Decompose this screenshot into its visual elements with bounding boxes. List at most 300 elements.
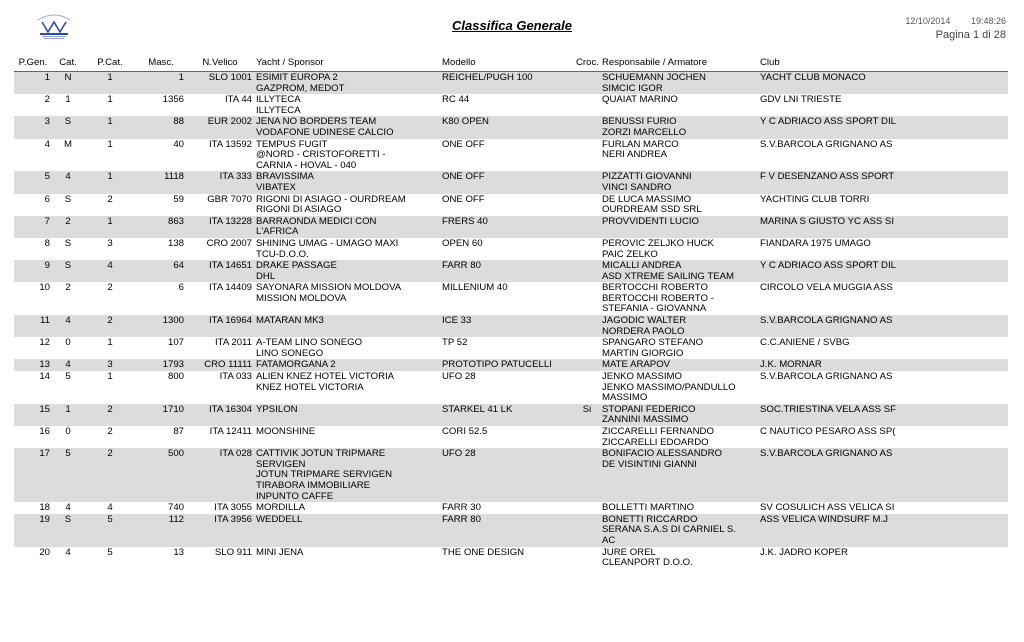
cell-cat: S	[52, 514, 84, 547]
cell-yacht-line: @NORD - CRISTOFORETTI -	[256, 149, 386, 161]
cell-club: YACHTING CLUB TORRI	[760, 193, 870, 205]
cell-pcat: 2	[84, 448, 136, 502]
cell-nvelico: ITA 16304	[186, 404, 254, 426]
cell-masc: 138	[167, 237, 184, 249]
cell-pgen: 15	[14, 404, 52, 426]
cell-resp-line: SERANA S.A.S DI CARNIEL S.	[602, 524, 736, 536]
cell-resp	[600, 359, 758, 371]
cell-nvelico: ITA 14409	[208, 282, 252, 294]
cell-yacht-line: FATAMORGANA 2	[256, 359, 336, 371]
cell-yacht	[254, 139, 440, 172]
cell-yacht	[254, 194, 440, 216]
cell-yacht-line: MORDILLA	[256, 502, 306, 514]
cell-yacht	[254, 426, 440, 448]
cell-pgen: 11	[14, 315, 52, 337]
cell-resp	[600, 426, 758, 448]
cell-pcat: 1	[84, 216, 136, 238]
cell-croc	[574, 282, 600, 315]
cell-nvelico: ITA 3956	[186, 514, 254, 547]
cell-cat: 4	[52, 359, 84, 371]
table-body	[14, 72, 1008, 569]
cell-club: Y C ADRIACO ASS SPORT DIL	[758, 116, 1008, 138]
cell-pgen: 12	[39, 337, 50, 349]
cell-pcat: 1	[107, 337, 113, 349]
cell-masc: 13	[173, 546, 184, 558]
cell-resp-line: PROVVIDENTI LUCIO	[602, 215, 700, 227]
cell-pcat: 3	[107, 237, 113, 249]
cell-resp-line: VINCI SANDRO	[602, 181, 672, 193]
cell-pcat: 2	[84, 404, 136, 426]
cell-pcat: 1	[107, 371, 113, 383]
cell-yacht-line: RIGONI DI ASIAGO - OURDREAM	[256, 193, 406, 205]
cell-yacht-line: SHINING UMAG - UMAGO MAXI	[256, 237, 399, 249]
table-row	[14, 282, 1008, 315]
cell-resp	[600, 404, 758, 426]
cell-yacht-line: WEDDELL	[256, 513, 303, 525]
cell-pgen: 6	[44, 193, 50, 205]
cell-croc	[574, 260, 600, 282]
cell-resp-line: ZORZI MARCELLO	[602, 126, 687, 138]
cell-resp-line: DE VISINTINI GIANNI	[602, 458, 697, 470]
cell-yacht-line: A-TEAM LINO SONEGO	[256, 337, 363, 349]
cell-resp-line: JENKO MASSIMO	[602, 371, 682, 383]
cell-pgen: 19	[14, 514, 52, 547]
cell-yacht	[254, 260, 440, 282]
cell-yacht	[254, 238, 440, 260]
cell-masc: 1118	[136, 171, 186, 193]
cell-resp-line: CLEANPORT D.O.O.	[602, 557, 693, 569]
cell-cat: M	[64, 138, 72, 150]
cell-modello: FRERS 40	[440, 216, 574, 238]
cell-modello: STARKEL 41 LK	[440, 404, 574, 426]
cell-yacht	[254, 448, 440, 502]
cell-resp-line: PAIC ZELKO	[602, 248, 658, 260]
cell-cat: S	[64, 193, 72, 205]
cell-masc: 87	[173, 426, 184, 437]
cell-modello: TP 52	[442, 337, 468, 349]
cell-resp	[600, 260, 758, 282]
cell-masc: 107	[167, 337, 184, 349]
cell-yacht-line: VODAFONE UDINESE CALCIO	[256, 126, 394, 138]
cell-resp-line: DE LUCA MASSIMO	[602, 193, 692, 205]
cell-pcat: 4	[84, 260, 136, 282]
cell-nvelico: ITA 16964	[186, 315, 254, 337]
cell-cat: 4	[52, 315, 84, 337]
cell-resp-line: BERTOCCHI ROBERTO -	[602, 292, 714, 304]
cell-resp-line: PIZZATTI GIOVANNI	[602, 171, 692, 183]
cell-resp	[600, 94, 758, 116]
cell-club: YACHT CLUB MONACO	[758, 72, 1008, 95]
cell-modello: REICHEL/PUGH 100	[440, 72, 574, 95]
cell-resp-line: AC	[602, 534, 616, 546]
cell-yacht-line: TIRABORA IMMOBILIARE	[256, 479, 371, 491]
cell-modello: ICE 33	[440, 315, 574, 337]
cell-pgen: 20	[39, 546, 50, 558]
print-time: 19:48:26	[970, 16, 1006, 26]
cell-yacht-line: SAYONARA MISSION MOLDOVA	[256, 282, 402, 294]
cell-pgen: 14	[39, 371, 50, 383]
cell-nvelico: ITA 13228	[186, 216, 254, 238]
cell-masc: 64	[136, 260, 186, 282]
cell-resp	[600, 282, 758, 315]
cell-resp	[600, 139, 758, 172]
cell-yacht	[254, 404, 440, 426]
cell-croc	[574, 426, 600, 448]
cell-nvelico: CRO 11111	[186, 359, 254, 371]
cell-nvelico: SLO 911	[214, 546, 252, 558]
cell-croc	[574, 216, 600, 238]
cell-resp-line: JENKO MASSIMO/PANDULLO	[602, 381, 736, 393]
cell-masc: 1356	[162, 94, 184, 106]
cell-pcat: 2	[107, 193, 113, 205]
cell-masc: 1793	[136, 359, 186, 371]
cell-modello: UFO 28	[440, 448, 574, 502]
cell-resp-line: BONIFACIO ALESSANDRO	[602, 448, 722, 460]
cell-resp-line: NERI ANDREA	[602, 149, 668, 161]
cell-yacht-line: INPUNTO CAFFE	[256, 490, 334, 502]
cell-pcat: 1	[107, 138, 113, 150]
print-date: 12/10/2014	[905, 16, 951, 26]
cell-pcat: 2	[84, 315, 136, 337]
cell-cat: 1	[52, 404, 84, 426]
cell-croc: Si	[574, 404, 600, 426]
cell-club: SV COSULICH ASS VELICA SI	[760, 502, 895, 514]
table-row	[14, 514, 1008, 547]
print-info	[905, 14, 1006, 42]
cell-yacht-line: TEMPUS FUGIT	[256, 138, 328, 150]
cell-croc	[574, 171, 600, 193]
cell-pcat: 1	[84, 116, 136, 138]
table-row	[14, 371, 1008, 404]
cell-resp-line: STOPANI FEDERICO	[602, 403, 696, 415]
cell-croc	[574, 238, 600, 260]
cell-yacht-line: CARNIA - HOVAL - 040	[256, 159, 357, 171]
cell-pgen: 10	[39, 282, 50, 294]
table-row	[14, 94, 1008, 116]
cell-yacht-line: MOONSHINE	[256, 426, 316, 437]
cell-resp-line: MASSIMO	[602, 392, 648, 404]
cell-modello: THE ONE DESIGN	[442, 546, 525, 558]
cell-yacht-line: L'AFRICA	[256, 226, 299, 238]
cell-nvelico: CRO 2007	[206, 237, 252, 249]
cell-pcat: 5	[107, 546, 113, 558]
cell-croc	[574, 448, 600, 502]
cell-cat: 2	[52, 216, 84, 238]
cell-masc: 740	[167, 502, 184, 514]
cell-yacht-line: CATTIVIK JOTUN TRIPMARE	[256, 448, 386, 460]
cell-cat: 4	[65, 546, 71, 558]
cell-masc: 59	[173, 193, 184, 205]
cell-yacht	[254, 94, 440, 116]
cell-nvelico: ITA 333	[186, 171, 254, 193]
cell-pcat: 2	[107, 426, 113, 437]
cell-nvelico: ITA 44	[224, 94, 252, 106]
cell-yacht-line: BRAVISSIMA	[256, 171, 314, 183]
cell-resp	[600, 238, 758, 260]
cell-resp-line: SCHUEMANN JOCHEN	[602, 72, 706, 83]
table-row	[14, 404, 1008, 426]
table-row	[14, 315, 1008, 337]
table-row	[14, 426, 1008, 448]
cell-resp-line: PEROVIC ZELJKO HUCK	[602, 237, 714, 249]
cell-masc: 6	[178, 282, 184, 294]
cell-resp-line: BERTOCCHI ROBERTO	[602, 282, 708, 294]
cell-resp-line: ZANNINI MASSIMO	[602, 414, 689, 426]
cell-cat: S	[52, 116, 84, 138]
table-row	[14, 238, 1008, 260]
cell-resp	[600, 448, 758, 502]
cell-yacht	[254, 282, 440, 315]
cell-yacht-line: DRAKE PASSAGE	[256, 260, 337, 272]
cell-nvelico: ITA 13592	[208, 138, 252, 150]
cell-modello: FARR 30	[442, 502, 481, 514]
cell-pgen: 3	[14, 116, 52, 138]
cell-resp-line: STEFANIA - GIOVANNA	[602, 303, 707, 315]
cell-resp-line: SIMCIC IGOR	[602, 82, 663, 94]
cell-pcat: 1	[107, 94, 113, 106]
cell-nvelico: GBR 7070	[207, 193, 252, 205]
cell-yacht-line: ALIEN KNEZ HOTEL VICTORIA	[256, 371, 395, 383]
cell-yacht-line: RIGONI DI ASIAGO	[256, 204, 342, 216]
cell-resp	[600, 171, 758, 193]
cell-cat: S	[64, 237, 72, 249]
cell-croc	[574, 502, 600, 514]
cell-modello: UFO 28	[442, 371, 476, 383]
cell-yacht-line: MINI JENA	[256, 546, 304, 558]
cell-modello: PROTOTIPO PATUCELLI	[440, 359, 574, 371]
cell-pgen: 18	[39, 502, 50, 514]
cell-cat: 1	[65, 94, 71, 106]
cell-modello: ONE OFF	[442, 193, 485, 205]
cell-pcat: 5	[84, 514, 136, 547]
table-row	[14, 337, 1008, 359]
cell-resp-line: BENUSSI FURIO	[602, 116, 677, 128]
col-modello: Modello	[440, 56, 574, 72]
table-row	[14, 139, 1008, 172]
cell-croc	[574, 94, 600, 116]
col-croc: Croc.	[574, 56, 600, 72]
cell-club: S.V.BARCOLA GRIGNANO AS	[758, 448, 1008, 502]
cell-yacht-line: YPSILON	[256, 403, 298, 415]
col-pcat: P.Cat.	[84, 56, 136, 72]
cell-pgen: 13	[14, 359, 52, 371]
cell-yacht-line: VIBATEX	[256, 181, 296, 193]
table-row	[14, 116, 1008, 138]
cell-yacht-line: BARRAONDA MEDICI CON	[256, 215, 377, 227]
cell-club: Y C ADRIACO ASS SPORT DIL	[758, 260, 1008, 282]
cell-resp	[600, 116, 758, 138]
cell-resp-line: JAGODIC WALTER	[602, 315, 687, 327]
cell-resp-line: ZICCARELLI EDOARDO	[602, 436, 709, 448]
table-row	[14, 171, 1008, 193]
cell-modello: CORI 52.5	[442, 426, 488, 437]
cell-modello: FARR 80	[440, 260, 574, 282]
cell-croc	[574, 337, 600, 359]
cell-nvelico: SLO 1001	[186, 72, 254, 95]
cell-yacht	[254, 514, 440, 547]
cell-cat: 2	[65, 282, 71, 294]
cell-croc	[574, 194, 600, 216]
cell-yacht-line: KNEZ HOTEL VICTORIA	[256, 381, 364, 393]
cell-yacht-line: LINO SONEGO	[256, 347, 324, 359]
cell-club: MARINA S GIUSTO YC ASS SI	[758, 216, 1008, 238]
cell-club: CIRCOLO VELA MUGGIA ASS	[760, 282, 893, 294]
cell-club: S.V.BARCOLA GRIGNANO AS	[758, 315, 1008, 337]
cell-cat: 4	[65, 502, 71, 514]
cell-cat: 5	[65, 371, 71, 383]
cell-yacht-line: MATARAN MK3	[256, 315, 324, 327]
cell-yacht-line: ESIMIT EUROPA 2	[256, 72, 338, 83]
cell-resp	[600, 315, 758, 337]
cell-croc	[574, 72, 600, 95]
cell-cat: N	[52, 72, 84, 95]
cell-yacht	[254, 502, 440, 514]
cell-nvelico: ITA 12411	[209, 426, 252, 437]
table-row	[14, 502, 1008, 514]
cell-cat: S	[52, 260, 84, 282]
cell-croc	[574, 315, 600, 337]
cell-resp-line: OURDREAM SSD SRL	[602, 204, 702, 216]
table-row	[14, 448, 1008, 502]
cell-yacht-line: GAZPROM, MEDOT	[256, 82, 345, 94]
cell-pgen: 4	[44, 138, 50, 150]
cell-club: F V DESENZANO ASS SPORT	[758, 171, 1008, 193]
cell-masc: 800	[167, 371, 184, 383]
cell-masc: 863	[136, 216, 186, 238]
table-row	[14, 359, 1008, 371]
cell-masc: 1300	[136, 315, 186, 337]
cell-masc: 1710	[136, 404, 186, 426]
cell-modello: RC 44	[442, 94, 470, 106]
cell-pgen: 9	[14, 260, 52, 282]
cell-modello: FARR 80	[440, 514, 574, 547]
cell-resp-line: MATE ARAPOV	[602, 359, 671, 371]
cell-resp	[600, 502, 758, 514]
cell-croc	[574, 359, 600, 371]
cell-cat: 0	[65, 426, 71, 437]
cell-pgen: 2	[44, 94, 50, 106]
results-table	[14, 56, 1008, 569]
cell-resp	[600, 547, 758, 569]
cell-nvelico: ITA 028	[186, 448, 254, 502]
table-row	[14, 260, 1008, 282]
cell-club: GDV LNI TRIESTE	[760, 94, 842, 106]
cell-club: ASS VELICA WINDSURF M.J	[758, 514, 1008, 547]
cell-club: SOC.TRIESTINA VELA ASS SF	[758, 404, 1008, 426]
cell-yacht	[254, 371, 440, 404]
table-row	[14, 194, 1008, 216]
col-yacht: Yacht / Sponsor	[254, 56, 440, 72]
cell-club: J.K. JADRO KOPER	[760, 546, 848, 558]
cell-pcat: 2	[107, 282, 113, 294]
cell-club: FIANDARA 1975 UMAGO	[760, 237, 871, 249]
cell-club: J.K. MORNAR	[758, 359, 1008, 371]
cell-resp-line: BOLLETTI MARTINO	[602, 502, 695, 514]
cell-club: C.C.ANIENE / SVBG	[760, 337, 850, 349]
cell-club: C NAUTICO PESARO ASS SP(	[760, 426, 896, 437]
cell-croc	[574, 547, 600, 569]
cell-yacht-line: JENA NO BORDERS TEAM	[256, 116, 377, 128]
cell-club: S.V.BARCOLA GRIGNANO AS	[760, 138, 893, 150]
cell-croc	[574, 514, 600, 547]
cell-yacht	[254, 171, 440, 193]
cell-yacht-line: SERVIGEN	[256, 458, 306, 470]
cell-nvelico: EUR 2002	[186, 116, 254, 138]
cell-croc	[574, 371, 600, 404]
cell-yacht	[254, 359, 440, 371]
col-club: Club	[758, 56, 1008, 72]
cell-pcat: 1	[84, 72, 136, 95]
cell-pcat: 3	[84, 359, 136, 371]
cell-yacht	[254, 72, 440, 95]
cell-resp-line: BONETTI RICCARDO	[602, 513, 698, 525]
cell-resp	[600, 194, 758, 216]
cell-masc: 500	[136, 448, 186, 502]
cell-yacht-line: TCU-D.O.O.	[256, 248, 309, 260]
col-cat: Cat.	[52, 56, 84, 72]
cell-masc: 88	[136, 116, 186, 138]
cell-modello: OPEN 60	[442, 237, 483, 249]
cell-modello: ONE OFF	[440, 171, 574, 193]
cell-pgen: 16	[39, 426, 50, 437]
table-header	[14, 56, 1008, 72]
cell-yacht-line: DHL	[256, 270, 276, 282]
page-title: Classifica Generale	[452, 18, 572, 33]
cell-resp-line: NORDERA PAOLO	[602, 325, 685, 337]
cell-yacht-line: ILLYTECA	[256, 94, 301, 106]
cell-pgen: 7	[14, 216, 52, 238]
cell-resp-line: QUAIAT MARINO	[602, 94, 678, 106]
cell-nvelico: ITA 033	[219, 371, 252, 383]
table-row	[14, 547, 1008, 569]
cell-cat: 4	[52, 171, 84, 193]
cell-yacht-line: JOTUN TRIPMARE SERVIGEN	[256, 469, 393, 481]
cell-resp-line: ZICCARELLI FERNANDO	[602, 426, 714, 437]
cell-pcat: 1	[84, 171, 136, 193]
cell-pcat: 4	[107, 502, 113, 514]
cell-resp	[600, 337, 758, 359]
cell-yacht	[254, 116, 440, 138]
cell-cat: 0	[65, 337, 71, 349]
cell-resp-line: MICALLI ANDREA	[602, 260, 682, 272]
col-resp: Responsabile / Armatore	[600, 56, 758, 72]
cell-resp-line: SPANGARO STEFANO	[602, 337, 704, 349]
cell-yacht-line: ILLYTECA	[256, 104, 301, 116]
col-nvelico: N.Velico	[186, 56, 254, 72]
cell-club: S.V.BARCOLA GRIGNANO AS	[760, 371, 893, 383]
cell-masc: 112	[136, 514, 186, 547]
cell-resp-line: FURLAN MARCO	[602, 138, 679, 150]
col-masc: Masc.	[136, 56, 186, 72]
cell-yacht	[254, 315, 440, 337]
cell-masc: 40	[173, 138, 184, 150]
cell-modello: MILLENIUM 40	[442, 282, 508, 294]
table-row	[14, 216, 1008, 238]
page-indicator: Pagina 1 di 28	[935, 29, 1006, 41]
cell-nvelico: ITA 3055	[214, 502, 252, 514]
cell-resp-line: JURE OREL	[602, 546, 656, 558]
col-pgen: P.Gen.	[14, 56, 52, 72]
cell-yacht	[254, 337, 440, 359]
cell-pgen: 1	[14, 72, 52, 95]
cell-modello: ONE OFF	[442, 138, 485, 150]
cell-nvelico: ITA 2011	[215, 337, 252, 349]
cell-resp	[600, 72, 758, 95]
cell-nvelico: ITA 14651	[186, 260, 254, 282]
cell-croc	[574, 139, 600, 172]
cell-resp	[600, 371, 758, 404]
cell-yacht-line: MISSION MOLDOVA	[256, 292, 347, 304]
